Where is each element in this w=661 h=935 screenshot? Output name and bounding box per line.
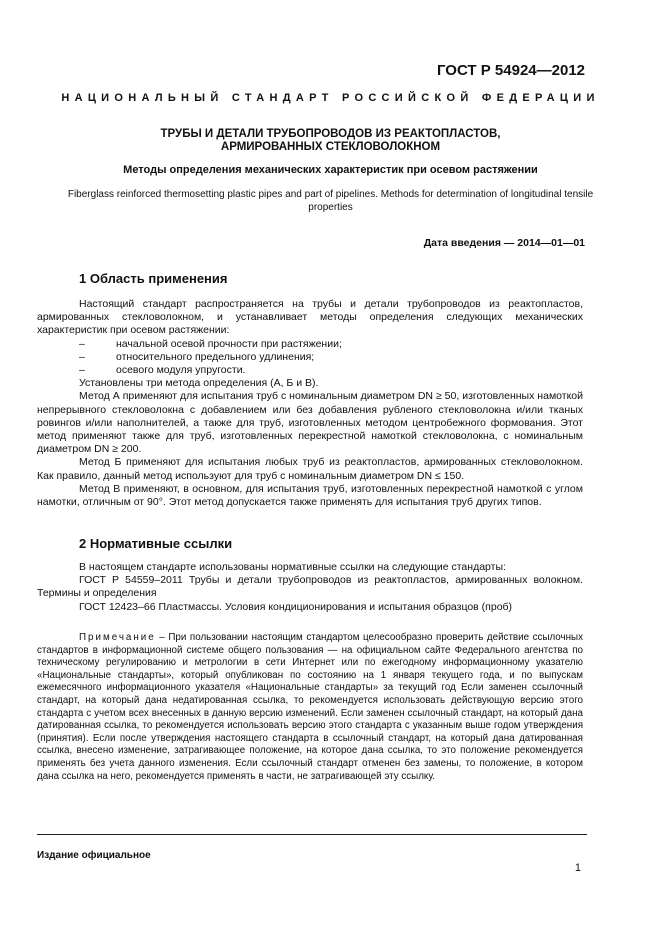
official-edition-label: Издание официальное bbox=[37, 850, 151, 861]
section-1-paragraph: Метод Б применяют для испытания любых труб из реактопластов, армированных стекловолокном. Как правило, данный метод используют для труб с номинальным диаметром DN ≤ 150. bbox=[37, 456, 583, 482]
note-label: Примечание bbox=[79, 632, 156, 643]
list-item-text: осевого модуля упругости. bbox=[116, 364, 246, 377]
section-2-paragraph: В настоящем стандарте использованы нормативные ссылки на следующие стандарты: bbox=[79, 561, 506, 573]
english-title: Fiberglass reinforced thermosetting plastic pipes and part of pipelines. Methods for determination of longitudinal tensile properties bbox=[67, 189, 594, 213]
note bbox=[37, 632, 583, 783]
section-1-paragraph: Настоящий стандарт распространяется на трубы и детали трубопроводов из реактопластов, армированных стекловолокном, и устанавливает методы определения следующих механических характеристик при осевом растяжении: bbox=[37, 298, 583, 337]
section-2-heading: 2 Нормативные ссылки bbox=[79, 536, 233, 551]
list-item-text: начальной осевой прочности при растяжении; bbox=[116, 337, 342, 350]
note-text: – При пользовании настоящим стандартом целесообразно проверить действие ссылочных стандартов в информационной системе общего пользования — на официальном сайте Федерального агентства по техническому регулированию и метрологии в сети Интернет или по ежегодному информационному указателю «Национальные стандарты», который опубликован по состоянию на 1 января текущего года, и по выпускам ежемесячного информационного указателя «Национальные стандарты» за текущий год Если заменен ссылочный стандарт, на который дана недатированная ссылка, то рекомендуется использовать действующую версию этого стандарта с учетом всех внесенных в данную версию изменений. Если заменен ссылочный стандарт, на который дана датированная ссылка, то рекомендуется использовать версию этого стандарта с указанным выше годом утверждения (принятия). Если после утверждения настоящего стандарта в ссылочный стандарт, на который дана датированная ссылка, внесено изменение, затрагивающее положение, на которое дана ссылка, то это положение рекомендуется применять без учета данного изменения. Если ссылочный стандарт отменен без замены, то положение, в котором дана ссылка на него, рекомендуется применять в части, не затрагивающей эту ссылку. bbox=[37, 632, 583, 782]
list-item bbox=[37, 351, 583, 364]
introduction-date: Дата введения — 2014—01—01 bbox=[423, 237, 585, 249]
footer-divider bbox=[37, 834, 587, 835]
document-number: ГОСТ Р 54924—2012 bbox=[436, 62, 585, 79]
section-1-heading: 1 Область применения bbox=[79, 271, 228, 286]
document-subtitle: Методы определения механических характеристик при осевом растяжении bbox=[123, 164, 538, 176]
list-item bbox=[37, 364, 583, 377]
normative-reference: ГОСТ 12423–66 Пластмассы. Условия кондиционирования и испытания образцов (проб) bbox=[79, 600, 513, 613]
section-2-body bbox=[37, 561, 583, 614]
bullet-dash: – bbox=[79, 350, 85, 363]
bullet-dash: – bbox=[79, 364, 85, 377]
list-item bbox=[37, 338, 583, 351]
section-1-paragraph: Установлены три метода определения (А, Б и В). bbox=[79, 377, 319, 390]
section-1-paragraph: Метод А применяют для испытания труб с номинальным диаметром DN ≥ 50, изготовленных намоткой непрерывного стекловолокна с добавлением или без добавления рубленого стекловолокна и/или тканых ровингов и/или наполнителей, а также для труб, изготовленных методом центробежного формования. Этот метод применяют также для труб, изготовленных перекрестной намоткой стекловолокна, с номинальным диаметром DN ≥ 200. bbox=[37, 390, 583, 456]
title-line-1: ТРУБЫ И ДЕТАЛИ ТРУБОПРОВОДОВ ИЗ РЕАКТОПЛАСТОВ, bbox=[160, 128, 501, 140]
bullet-dash: – bbox=[79, 337, 85, 350]
title-line-2: АРМИРОВАННЫХ СТЕКЛОВОЛОКНОМ bbox=[220, 141, 441, 153]
page-number: 1 bbox=[574, 862, 581, 874]
list-item-text: относительного предельного удлинения; bbox=[116, 350, 315, 363]
section-1-body bbox=[37, 298, 583, 509]
section-1-paragraph: Метод В применяют, в основном, для испытания труб, изготовленных перекрестной намоткой с углом намотки, отличным от 90°. Этот метод допускается также применять для испытания труб других типов. bbox=[37, 482, 583, 509]
document-title bbox=[60, 128, 601, 154]
national-standard-header: НАЦИОНАЛЬНЫЙ СТАНДАРТ РОССИЙСКОЙ ФЕДЕРАЦИИ bbox=[61, 92, 600, 104]
normative-reference: ГОСТ Р 54559–2011 Трубы и детали трубопроводов из реактопластов, армированных волокном. Термины и определения bbox=[37, 574, 583, 600]
